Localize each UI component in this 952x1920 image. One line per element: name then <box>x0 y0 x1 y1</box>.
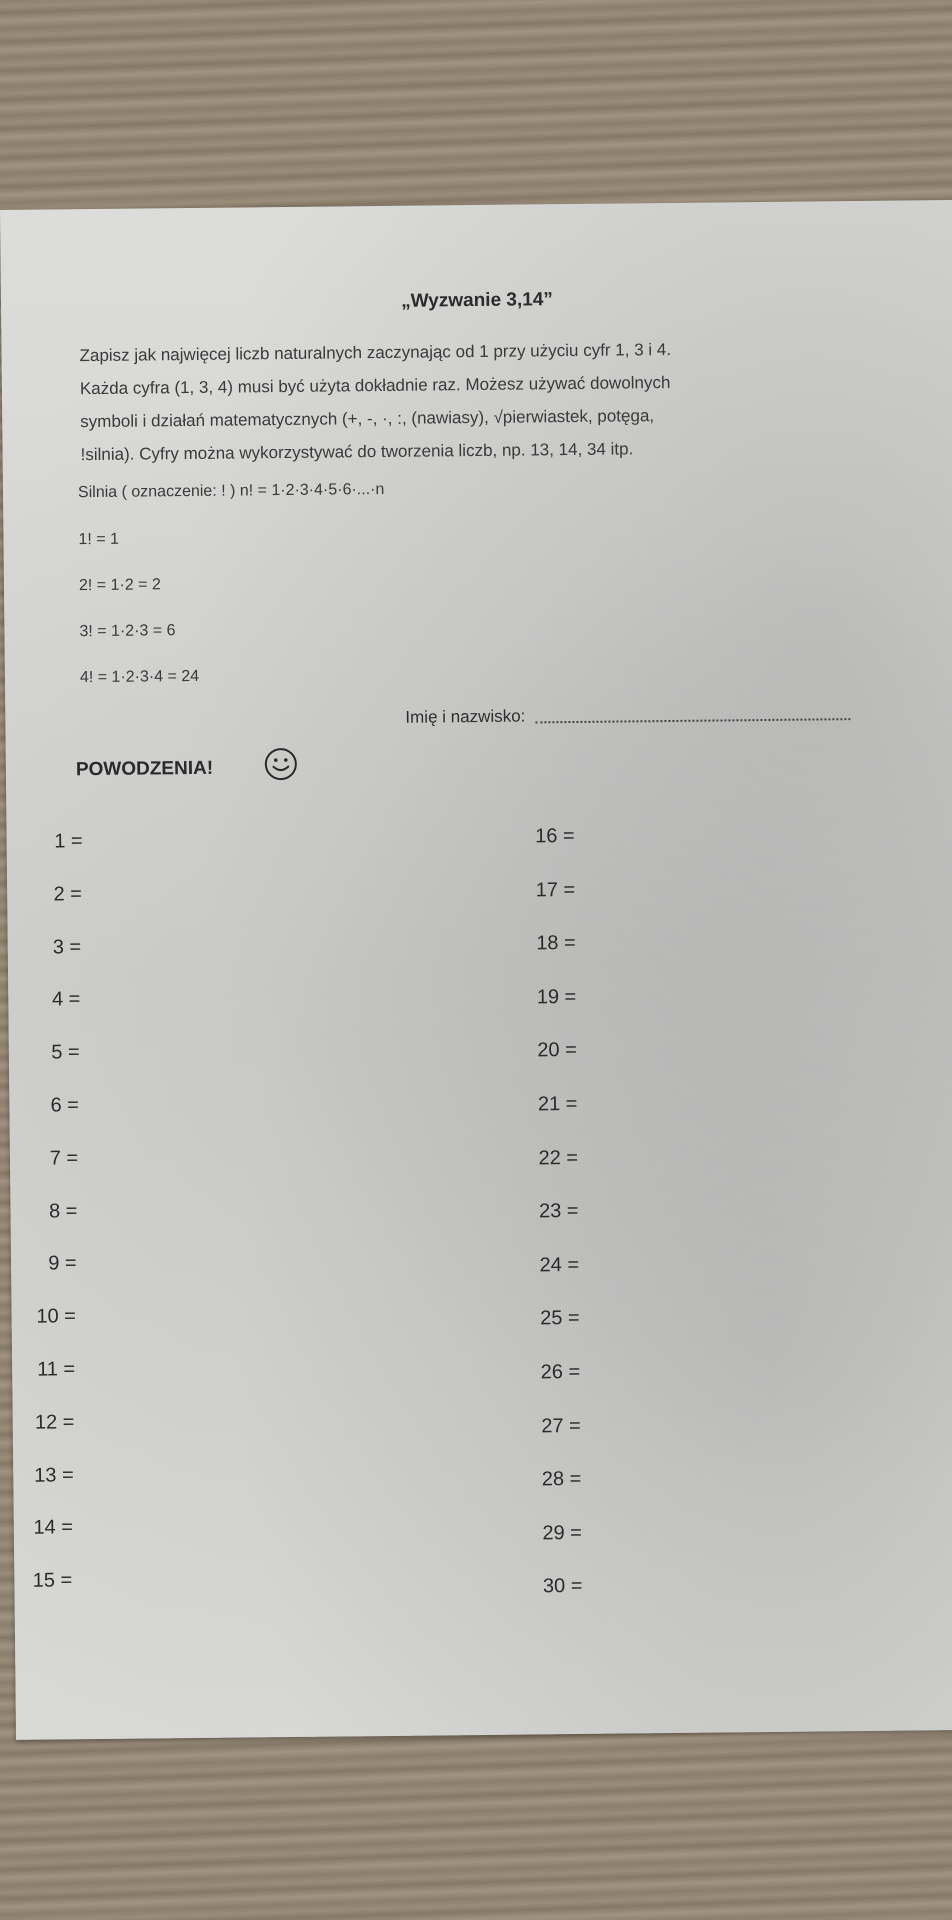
answer-line[interactable]: 22 = <box>538 1146 579 1169</box>
answer-line[interactable]: 13 = <box>34 1463 74 1487</box>
answer-line[interactable]: 9 = <box>48 1252 77 1275</box>
instructions-line: Każda cyfra (1, 3, 4) musi być użyta dokładnie raz. Możesz używać dowolnych <box>79 372 671 399</box>
worksheet-paper <box>0 200 952 1740</box>
answer-line[interactable]: 12 = <box>34 1411 75 1434</box>
answer-line[interactable]: 11 = <box>37 1358 76 1381</box>
name-dotted-line[interactable] <box>535 718 850 723</box>
answer-line[interactable]: 6 = <box>50 1094 80 1117</box>
answer-line[interactable]: 14 = <box>33 1516 74 1540</box>
answer-line[interactable]: 18 = <box>536 932 576 955</box>
answer-line[interactable]: 10 = <box>36 1305 77 1328</box>
instructions-line: symboli i działań matematycznych (+, -, ·, :, (nawiasy), √pierwiastek, potęga, <box>80 406 655 432</box>
name-field[interactable] <box>405 703 850 728</box>
name-label: Imię i nazwisko: <box>405 706 526 727</box>
worksheet-title: „Wyzwanie 3,14” <box>401 289 553 312</box>
answer-line[interactable]: 3 = <box>52 935 82 959</box>
answer-line[interactable]: 5 = <box>51 1041 80 1064</box>
factorial-example: 2! = 1·2 = 2 <box>78 576 161 595</box>
answer-line[interactable]: 27 = <box>541 1414 581 1437</box>
instructions-line: Zapisz jak najwięcej liczb naturalnych zaczynając od 1 przy użyciu cyfr 1, 3 i 4. <box>79 339 672 366</box>
answer-line[interactable]: 8 = <box>48 1199 78 1223</box>
smiley-face-icon <box>264 747 298 781</box>
factorial-example: 4! = 1·2·3·4 = 24 <box>79 667 200 687</box>
answer-line[interactable]: 16 = <box>535 825 575 848</box>
factorial-example: 3! = 1·2·3 = 6 <box>79 622 176 641</box>
answer-line[interactable]: 21 = <box>537 1092 578 1116</box>
answer-line[interactable]: 24 = <box>539 1253 580 1277</box>
answer-line[interactable]: 26 = <box>540 1360 581 1384</box>
answer-line[interactable]: 19 = <box>536 985 577 1009</box>
answer-line[interactable]: 30 = <box>542 1575 583 1598</box>
answer-line[interactable]: 15 = <box>32 1569 73 1592</box>
answer-line[interactable]: 20 = <box>537 1039 577 1062</box>
answer-line[interactable]: 17 = <box>535 878 576 902</box>
answer-line[interactable]: 23 = <box>538 1200 579 1223</box>
instructions-line: !silnia). Cyfry można wykorzystywać do tworzenia liczb, np. 13, 14, 34 itp. <box>80 439 634 465</box>
instructions-paragraph <box>79 331 870 471</box>
answer-line[interactable]: 2 = <box>53 882 83 906</box>
answer-line[interactable]: 28 = <box>541 1468 582 1491</box>
good-luck-heading: POWODZENIA! <box>75 757 214 781</box>
answer-line[interactable]: 1 = <box>54 830 83 853</box>
answer-line[interactable]: 7 = <box>49 1147 79 1170</box>
factorial-definition: Silnia ( oznaczenie: ! ) n! = 1·2·3·4·5·6·...·n <box>77 480 385 502</box>
answer-line[interactable]: 4 = <box>51 988 81 1011</box>
answer-line[interactable]: 25 = <box>540 1307 580 1330</box>
factorial-example: 1! = 1 <box>78 530 120 549</box>
answer-line[interactable]: 29 = <box>542 1521 583 1545</box>
